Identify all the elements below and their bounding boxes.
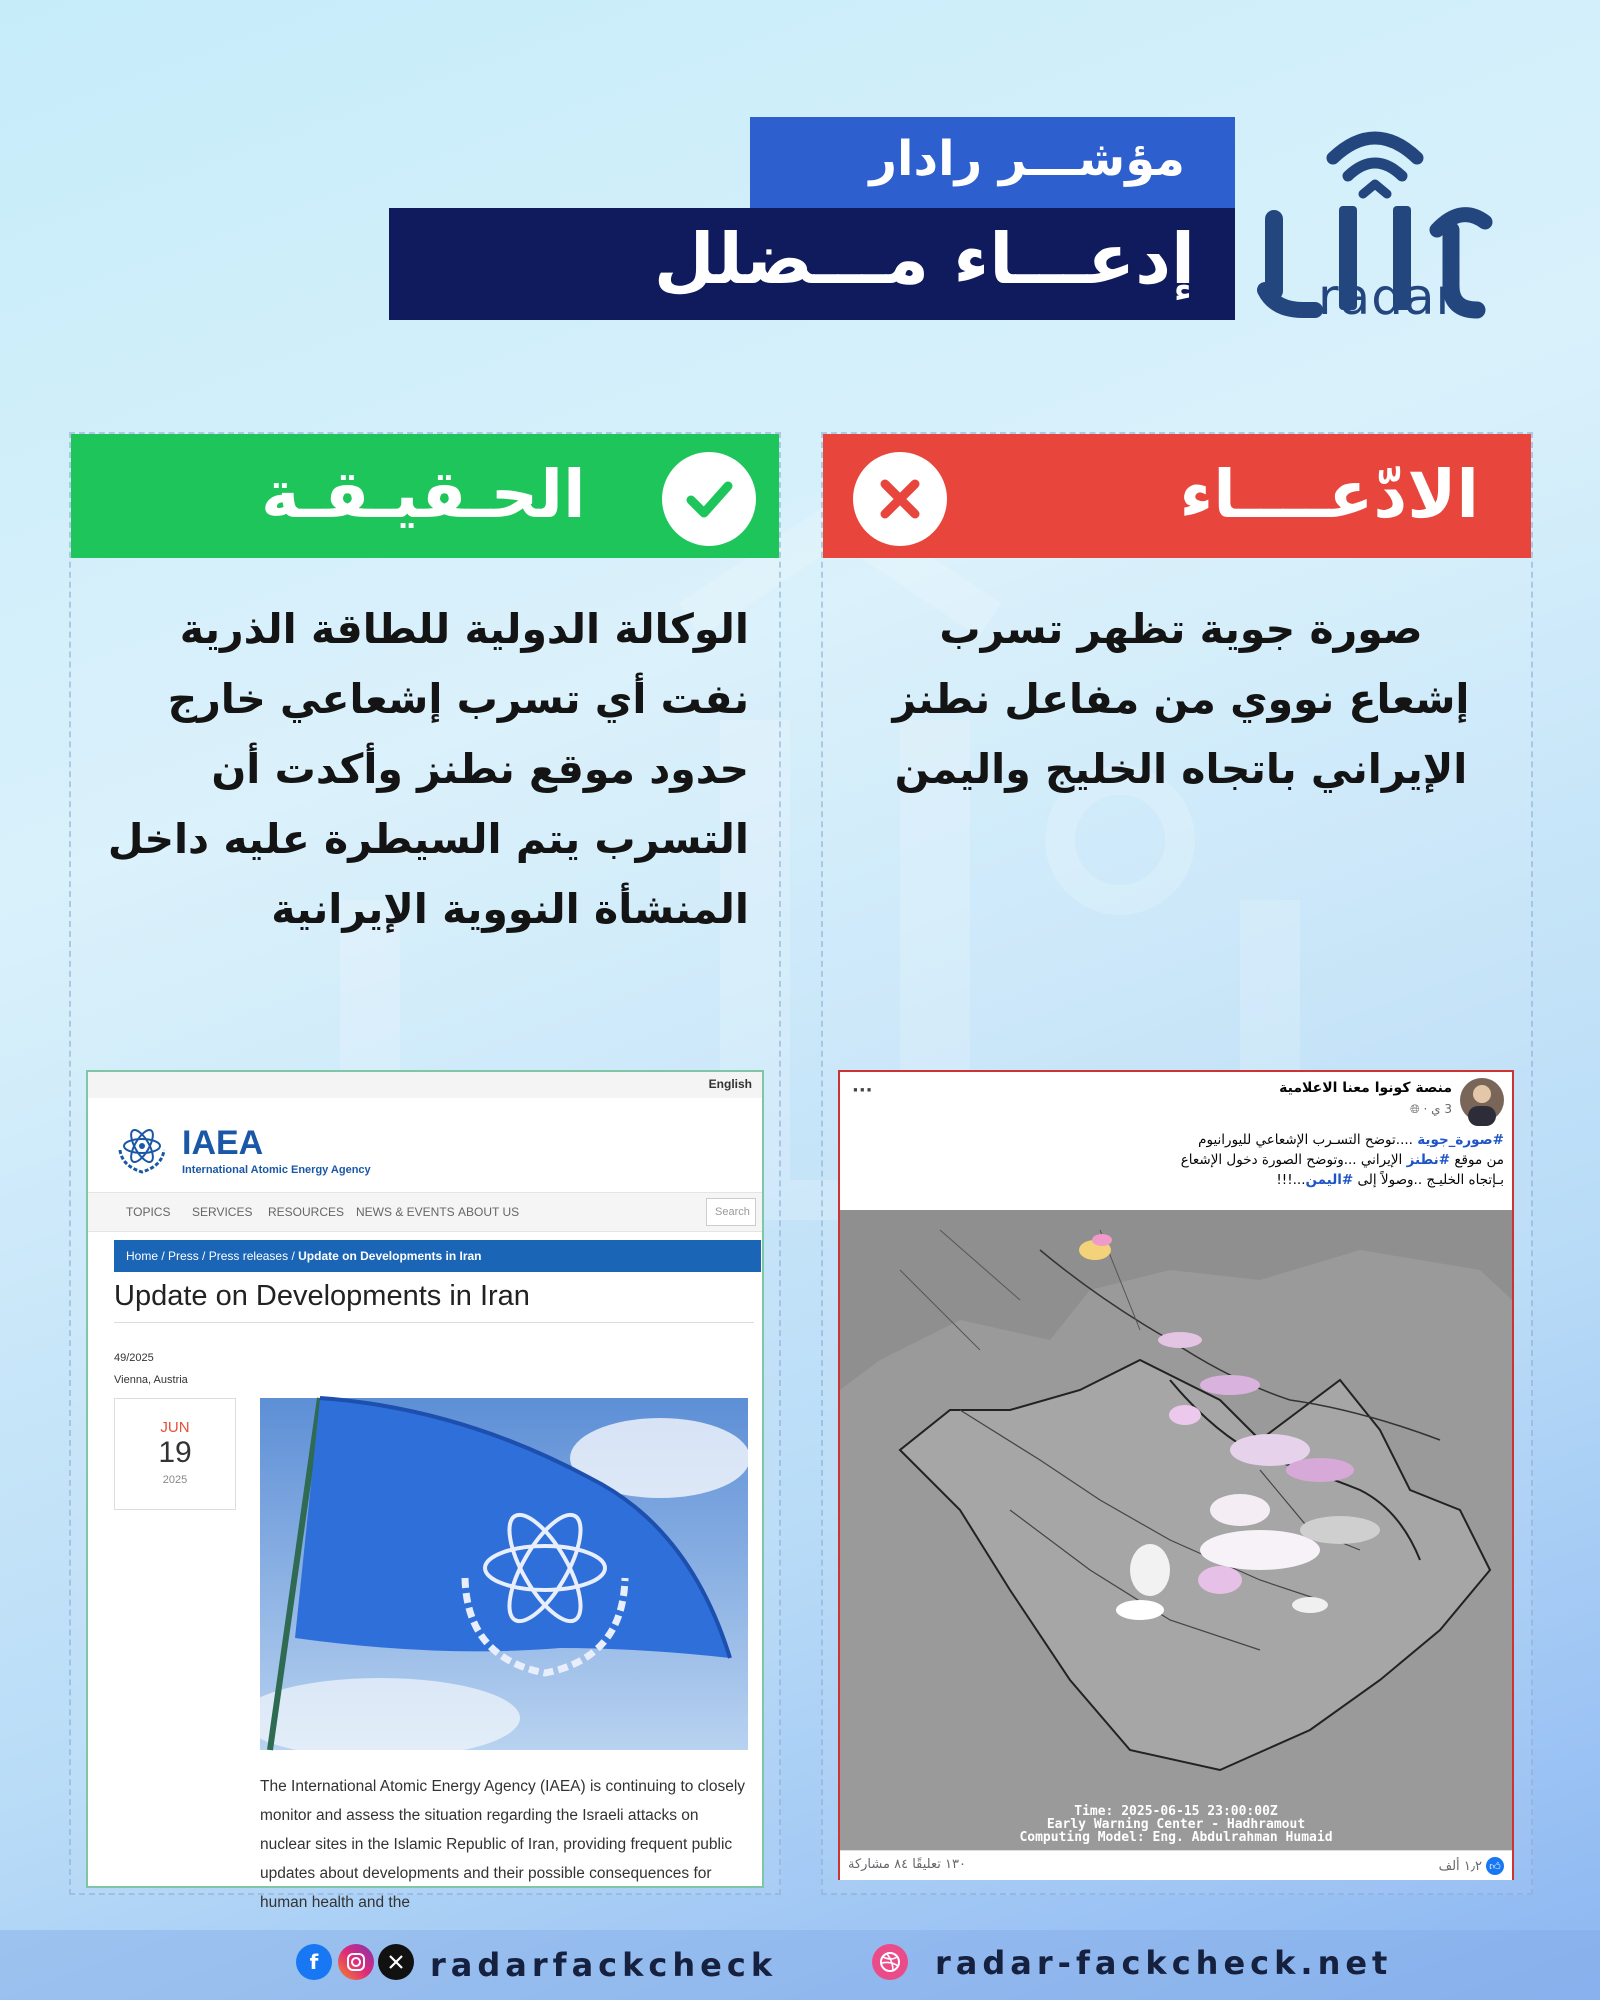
x-icon[interactable] bbox=[378, 1944, 414, 1980]
truth-header bbox=[71, 434, 779, 558]
website-link[interactable]: radar-fackcheck.net bbox=[935, 1944, 1393, 1982]
release-location: Vienna, Austria bbox=[114, 1374, 188, 1386]
iaea-flag-photo bbox=[260, 1398, 748, 1750]
date-box bbox=[114, 1398, 236, 1510]
release-number: 49/2025 bbox=[114, 1352, 154, 1364]
date-year: 2025 bbox=[162, 1474, 188, 1486]
iaea-nav bbox=[88, 1192, 762, 1232]
hashtag[interactable]: #صورة_جوية bbox=[1417, 1132, 1504, 1148]
article-headline: Update on Developments in Iran bbox=[114, 1280, 530, 1312]
language-link[interactable]: English bbox=[88, 1072, 762, 1098]
hashtag[interactable]: #نطنز bbox=[1406, 1152, 1451, 1168]
date-month: JUN bbox=[160, 1419, 190, 1436]
post-text: #صورة_جوية ....توضح التسـرب الإشعاعي لليورانيوم من موقع #نطنز الإيراني ...وتوضح الصورة دخول الإشعاع بـإتجاه الخليـج ..وصولاً إلى #اليمن...!!! bbox=[1180, 1132, 1504, 1188]
nav-about-us[interactable]: ABOUT US bbox=[458, 1205, 520, 1219]
index-badge: مؤشـــر رادار bbox=[750, 117, 1235, 209]
date-day: 19 bbox=[158, 1436, 192, 1469]
logo-latin-text: radar bbox=[1318, 268, 1458, 326]
instagram-icon[interactable] bbox=[338, 1944, 374, 1980]
nav-topics[interactable]: TOPICS bbox=[126, 1205, 171, 1219]
claim-header bbox=[823, 434, 1531, 558]
dribbble-icon[interactable] bbox=[872, 1944, 908, 1980]
x-icon bbox=[853, 452, 947, 546]
reactions-count[interactable]: 👍︎ ١٫٢ ألف bbox=[1439, 1857, 1504, 1875]
post-footer bbox=[840, 1850, 1512, 1880]
iaea-brand-sub: International Atomic Energy Agency bbox=[182, 1164, 371, 1176]
nav-resources[interactable]: RESOURCES bbox=[268, 1205, 345, 1219]
claim-text: صورة جوية تظهر تسرب إشعاع نووي من مفاعل نطنز الإيراني باتجاه الخليج واليمن bbox=[892, 605, 1470, 793]
page-name[interactable]: منصة كونوا معنا الاعلامية bbox=[1279, 1080, 1452, 1096]
avatar[interactable] bbox=[1460, 1078, 1504, 1122]
check-icon bbox=[662, 452, 756, 546]
verdict-title: إدعـــاء مـــضلل bbox=[389, 208, 1235, 320]
iaea-brand: IAEA bbox=[182, 1124, 264, 1162]
truth-text: الوكالة الدولية للطاقة الذرية نفت أي تسرب إشعاعي خارج حدود موقع نطنز وأكدت أن التسرب يتم السيطرة عليه داخل المنشأة النووية الإيرانية bbox=[107, 605, 749, 933]
iaea-emblem-icon bbox=[112, 1116, 172, 1176]
facebook-post bbox=[838, 1070, 1514, 1880]
truth-label: الحـقيـقـة bbox=[261, 456, 586, 533]
more-options-button[interactable]: ··· bbox=[852, 1080, 873, 1101]
article-paragraph: The International Atomic Energy Agency (IAEA) is continuing to closely monitor and assess the situation regarding the Israeli attacks on nuclear sites in the Islamic Republic of Iran, providing frequent public updates about developments and their possible consequences for human health and the bbox=[260, 1778, 746, 1911]
footer bbox=[0, 1930, 1600, 2000]
iaea-screenshot bbox=[86, 1070, 764, 1911]
search-input[interactable]: Search bbox=[706, 1198, 756, 1226]
map-caption: Time: 2025-06-15 23:00:00Z Early Warning Center - Hadhramout Computing Model: Eng. Abdulrahman Humaid bbox=[1019, 1804, 1333, 1845]
hashtag[interactable]: #اليمن bbox=[1305, 1172, 1354, 1188]
nav-news-events[interactable]: NEWS & EVENTS bbox=[356, 1205, 455, 1219]
satellite-map-image[interactable] bbox=[840, 1210, 1512, 1850]
crumb-press[interactable]: Press bbox=[168, 1249, 199, 1263]
like-icon: 👍︎ bbox=[1486, 1857, 1504, 1875]
post-time: 3 ي · 🌐︎ bbox=[1410, 1102, 1452, 1116]
divider bbox=[114, 1322, 754, 1323]
breadcrumb: Home / Press / Press releases / Update on Developments in Iran bbox=[114, 1240, 761, 1272]
facebook-icon[interactable]: f bbox=[296, 1944, 332, 1980]
comments-shares-count[interactable]: ١٣٠ تعليقًا ٨٤ مشاركة bbox=[848, 1857, 966, 1872]
nav-services[interactable]: SERVICES bbox=[192, 1205, 253, 1219]
social-handle[interactable]: radarfackcheck bbox=[430, 1946, 778, 1984]
crumb-home[interactable]: Home bbox=[126, 1249, 159, 1263]
claim-label: الادّعــــاء bbox=[1179, 456, 1479, 533]
crumb-current: Update on Developments in Iran bbox=[298, 1249, 482, 1263]
globe-icon: 🌐︎ bbox=[1410, 1102, 1420, 1116]
crumb-press-releases[interactable]: Press releases bbox=[208, 1249, 289, 1263]
arabian-peninsula-map bbox=[840, 1210, 1512, 1850]
